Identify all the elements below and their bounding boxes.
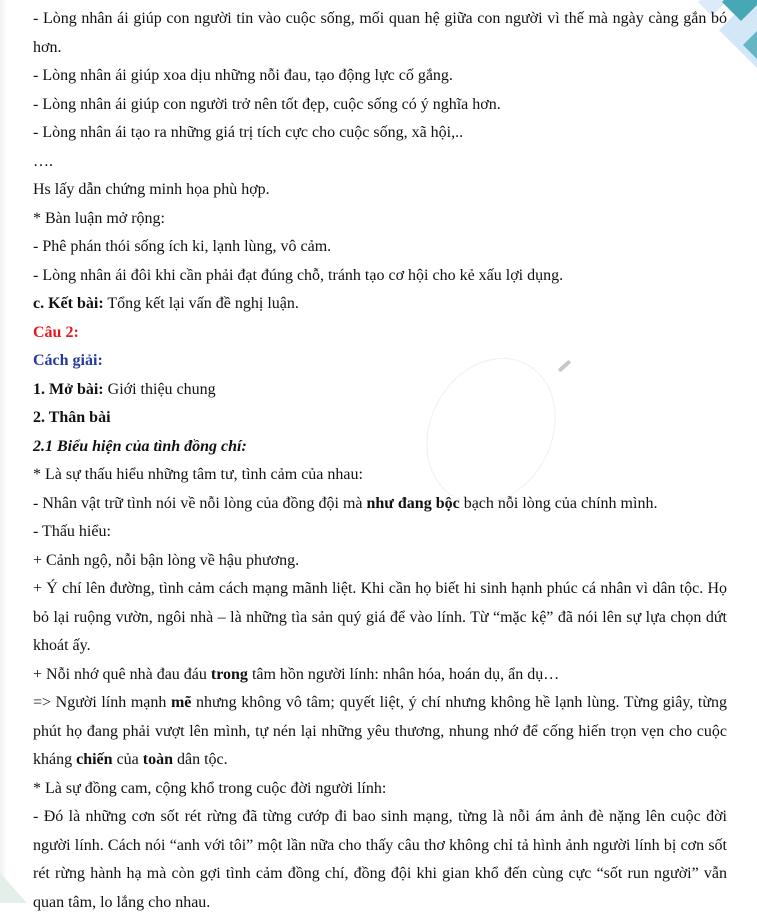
page-corner-triangle-icon <box>0 868 30 903</box>
paragraph-text: - Lòng nhân ái tạo ra những giá trị tích cực cho cuộc sống, xã hội,.. <box>33 124 464 141</box>
doc-paragraph <box>33 803 727 917</box>
paragraph-text: - Lòng nhân ái đôi khi cần phải đạt đúng chỗ, tránh tạo cơ hội cho kẻ xấu lợi dụng. <box>33 266 564 284</box>
paragraph-text: tâm hồn người lính: nhân hóa, hoán dụ, ẩn dụ… <box>247 665 560 683</box>
solution-label: Cách giải: <box>33 352 103 369</box>
intro-section <box>33 376 727 405</box>
solution-heading <box>33 347 727 376</box>
emphasis-text: như đang bộc <box>366 494 460 512</box>
doc-paragraph <box>33 518 727 547</box>
emphasis-text: trong <box>210 665 248 683</box>
doc-paragraph <box>33 91 727 120</box>
conclusion-paragraph <box>33 290 727 319</box>
doc-paragraph <box>33 575 727 661</box>
doc-paragraph <box>33 461 727 490</box>
doc-paragraph <box>33 490 727 519</box>
conclusion-label: c. Kết bài: <box>33 295 104 312</box>
intro-label: 1. Mở bài: <box>33 380 104 398</box>
body-label: 2. Thân bài <box>33 409 111 426</box>
doc-paragraph <box>33 176 727 205</box>
paragraph-text: Hs lấy dẫn chứng minh họa phù hợp. <box>33 181 270 198</box>
doc-paragraph <box>33 661 727 690</box>
emphasis-text: chiến <box>76 751 113 768</box>
doc-paragraph <box>33 205 727 234</box>
paragraph-text: * Là sự đồng cam, cộng khổ trong cuộc đời người lính: <box>33 779 387 797</box>
paragraph-text: bạch nỗi lòng của chính mình. <box>459 494 658 512</box>
paragraph-text: => Người lính mạnh <box>33 694 171 711</box>
paragraph-text: dân tộc. <box>173 751 228 768</box>
paragraph-text: của <box>112 751 143 768</box>
paragraph-text: * Bàn luận mở rộng: <box>33 209 165 227</box>
paragraph-text: - Nhân vật trữ tình nói về nỗi lòng của đồng đội mà <box>33 494 367 512</box>
doc-paragraph <box>33 5 727 62</box>
doc-paragraph <box>33 233 727 262</box>
paragraph-text: - Lòng nhân ái giúp xoa dịu những nỗi đau, tạo động lực cố gắng. <box>33 67 453 84</box>
body-section <box>33 404 727 433</box>
paragraph-text: + Ý chí lên đường, tình cảm cách mạng mãnh liệt. Khi cần họ biết hi sinh hạnh phúc cá nhân vì dân tộc. Họ bỏ lại ruộng vườn, ngôi nhà – là những tìa sản quý giá để vào lính. Từ “mặc kệ” đã nói lên sự lựa chọn dứt khoát ấy. <box>33 580 727 654</box>
paragraph-text: - Đó là những cơn sốt rét rừng đã từng cướp đi bao sinh mạng, từng là nỗi ám ảnh đè nặng lên cuộc đời người lính. Cách nói “anh với tôi” một lần nữa cho thấy câu thơ không chỉ tả hình ảnh người lính bị cơn sốt rét rừng hành hạ mà còn gợi tình cảm đồng chí, đồng đội khi gian khổ đến cùng cực “sốt run người” vẫn quan tâm, lo lắng cho nhau. <box>33 808 727 911</box>
paragraph-text: nhưng không vô tâm; quyết liệt, ý chí nhưng không hề lạnh lùng. Từng giây, từng phút họ đang phải vượt lên mình, tự nén lại những yêu thương, nhung nhớ để cống hiến trọn vẹn cho cuộc kháng <box>33 694 727 768</box>
paragraph-text: * Là sự thấu hiểu những tâm tư, tình cảm của nhau: <box>33 466 363 483</box>
doc-paragraph <box>33 119 727 148</box>
paragraph-text: Tổng kết lại vấn đề nghị luận. <box>103 295 299 312</box>
question-2-heading <box>33 319 727 348</box>
doc-paragraph <box>33 62 727 91</box>
ellipsis-line <box>33 148 727 177</box>
paragraph-text: - Phê phán thói sống ích ki, lạnh lùng, vô cảm. <box>33 238 332 255</box>
paragraph-text: - Thấu hiểu: <box>33 523 111 540</box>
doc-paragraph <box>33 775 727 804</box>
subsection-label: 2.1 Biểu hiện của tình đồng chí: <box>33 437 247 455</box>
paragraph-text: + Cảnh ngộ, nỗi bận lòng về hậu phương. <box>33 551 300 569</box>
paragraph-text: - Lòng nhân ái giúp con người trở nên tốt đẹp, cuộc sống có ý nghĩa hơn. <box>33 95 501 113</box>
paragraph-text: Giới thiệu chung <box>103 380 216 398</box>
emphasis-text: mẽ <box>170 694 192 711</box>
doc-paragraph <box>33 547 727 576</box>
subsection-2-1-heading <box>33 433 727 462</box>
paragraph-text: - Lòng nhân ái giúp con người tin vào cuộc sống, mối quan hệ giữa con người vì thế mà ngày càng gắn bó hơn. <box>33 10 727 56</box>
paragraph-text: …. <box>33 152 53 170</box>
doc-paragraph <box>33 262 727 291</box>
paragraph-text: + Nỗi nhớ quê nhà đau đáu <box>33 665 211 683</box>
doc-paragraph <box>33 689 727 775</box>
emphasis-text: toàn <box>142 751 173 768</box>
question-2-label: Câu 2: <box>33 323 79 341</box>
